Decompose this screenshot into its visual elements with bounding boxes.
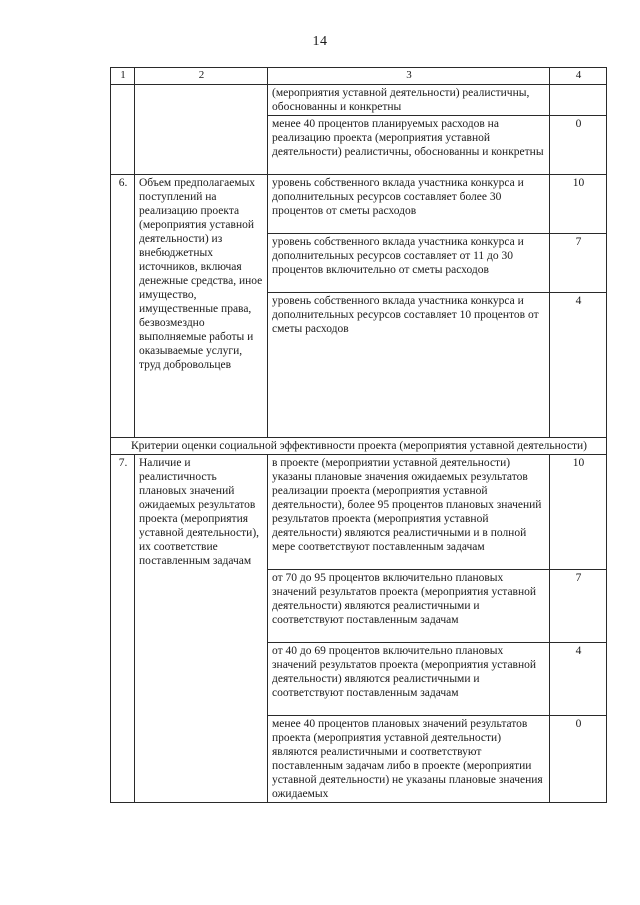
- continuation-name-cell: [135, 85, 268, 175]
- continuation-number-cell: [111, 85, 135, 175]
- criterion-number: 7.: [111, 455, 135, 803]
- option-score: 4: [550, 643, 607, 716]
- option-text: уровень собственного вклада участника конкурса и дополнительных ресурсов составляет 10 процентов от сметы расходов: [268, 293, 550, 438]
- page-number: 14: [312, 34, 328, 49]
- option-score: 7: [550, 570, 607, 643]
- criteria-table: [110, 67, 607, 803]
- column-number-4: 4: [550, 68, 607, 85]
- option-text: от 70 до 95 процентов включительно плановых значений результатов проекта (мероприятия уставной деятельности) являются реалистичными и соответствуют поставленным задачам: [268, 570, 550, 643]
- section-heading: Критерии оценки социальной эффективности проекта (мероприятия уставной деятельности): [111, 438, 607, 455]
- option-text: уровень собственного вклада участника конкурса и дополнительных ресурсов составляет более 30 процентов от сметы расходов: [268, 175, 550, 234]
- column-number-row: [111, 68, 607, 85]
- criterion-number: 6.: [111, 175, 135, 438]
- table-row: [111, 85, 607, 116]
- table-row: [111, 175, 607, 234]
- criterion-name: Наличие и реалистичность плановых значений ожидаемых результатов проекта (мероприятия уставной деятельности), их соответствие поставленным задачам: [135, 455, 268, 803]
- option-score: 10: [550, 175, 607, 234]
- option-text: в проекте (мероприятии уставной деятельности) указаны плановые значения ожидаемых результатов реализации проекта (мероприятия уставной деятельности), более 95 процентов плановых значений результатов проекта (мероприятия уставной деятельности) являются реалистичными и в полной мере соответствуют поставленным задачам: [268, 455, 550, 570]
- column-number-3: 3: [268, 68, 550, 85]
- option-text: менее 40 процентов плановых значений результатов проекта (мероприятия уставной деятельности) являются реалистичными и соответствуют поставленным задачам либо в проекте (мероприятии уставной деятельности) не указаны плановые значения ожидаемых: [268, 716, 550, 803]
- option-score: 10: [550, 455, 607, 570]
- option-score: 4: [550, 293, 607, 438]
- option-text: уровень собственного вклада участника конкурса и дополнительных ресурсов составляет от 11 до 30 процентов включительно от сметы расходов: [268, 234, 550, 293]
- option-text: менее 40 процентов планируемых расходов на реализацию проекта (мероприятия уставной деятельности) реалистичны, обоснованны и конкретны: [268, 116, 550, 175]
- option-text: (мероприятия уставной деятельности) реалистичны, обоснованны и конкретны: [268, 85, 550, 116]
- option-score: 7: [550, 234, 607, 293]
- option-score: 0: [550, 716, 607, 803]
- option-text: от 40 до 69 процентов включительно плановых значений результатов проекта (мероприятия уставной деятельности) являются реалистичными и соответствуют поставленным задачам: [268, 643, 550, 716]
- column-number-2: 2: [135, 68, 268, 85]
- option-score: [550, 85, 607, 116]
- criterion-name: Объем предполагаемых поступлений на реализацию проекта (мероприятия уставной деятельности) из внебюджетных источников, включая денежные средства, иное имущество, имущественные права, безвозмездно выполняемые работы и оказываемые услуги, труд добровольцев: [135, 175, 268, 438]
- table-row: [111, 455, 607, 570]
- table-row: [111, 438, 607, 455]
- column-number-1: 1: [111, 68, 135, 85]
- option-score: 0: [550, 116, 607, 175]
